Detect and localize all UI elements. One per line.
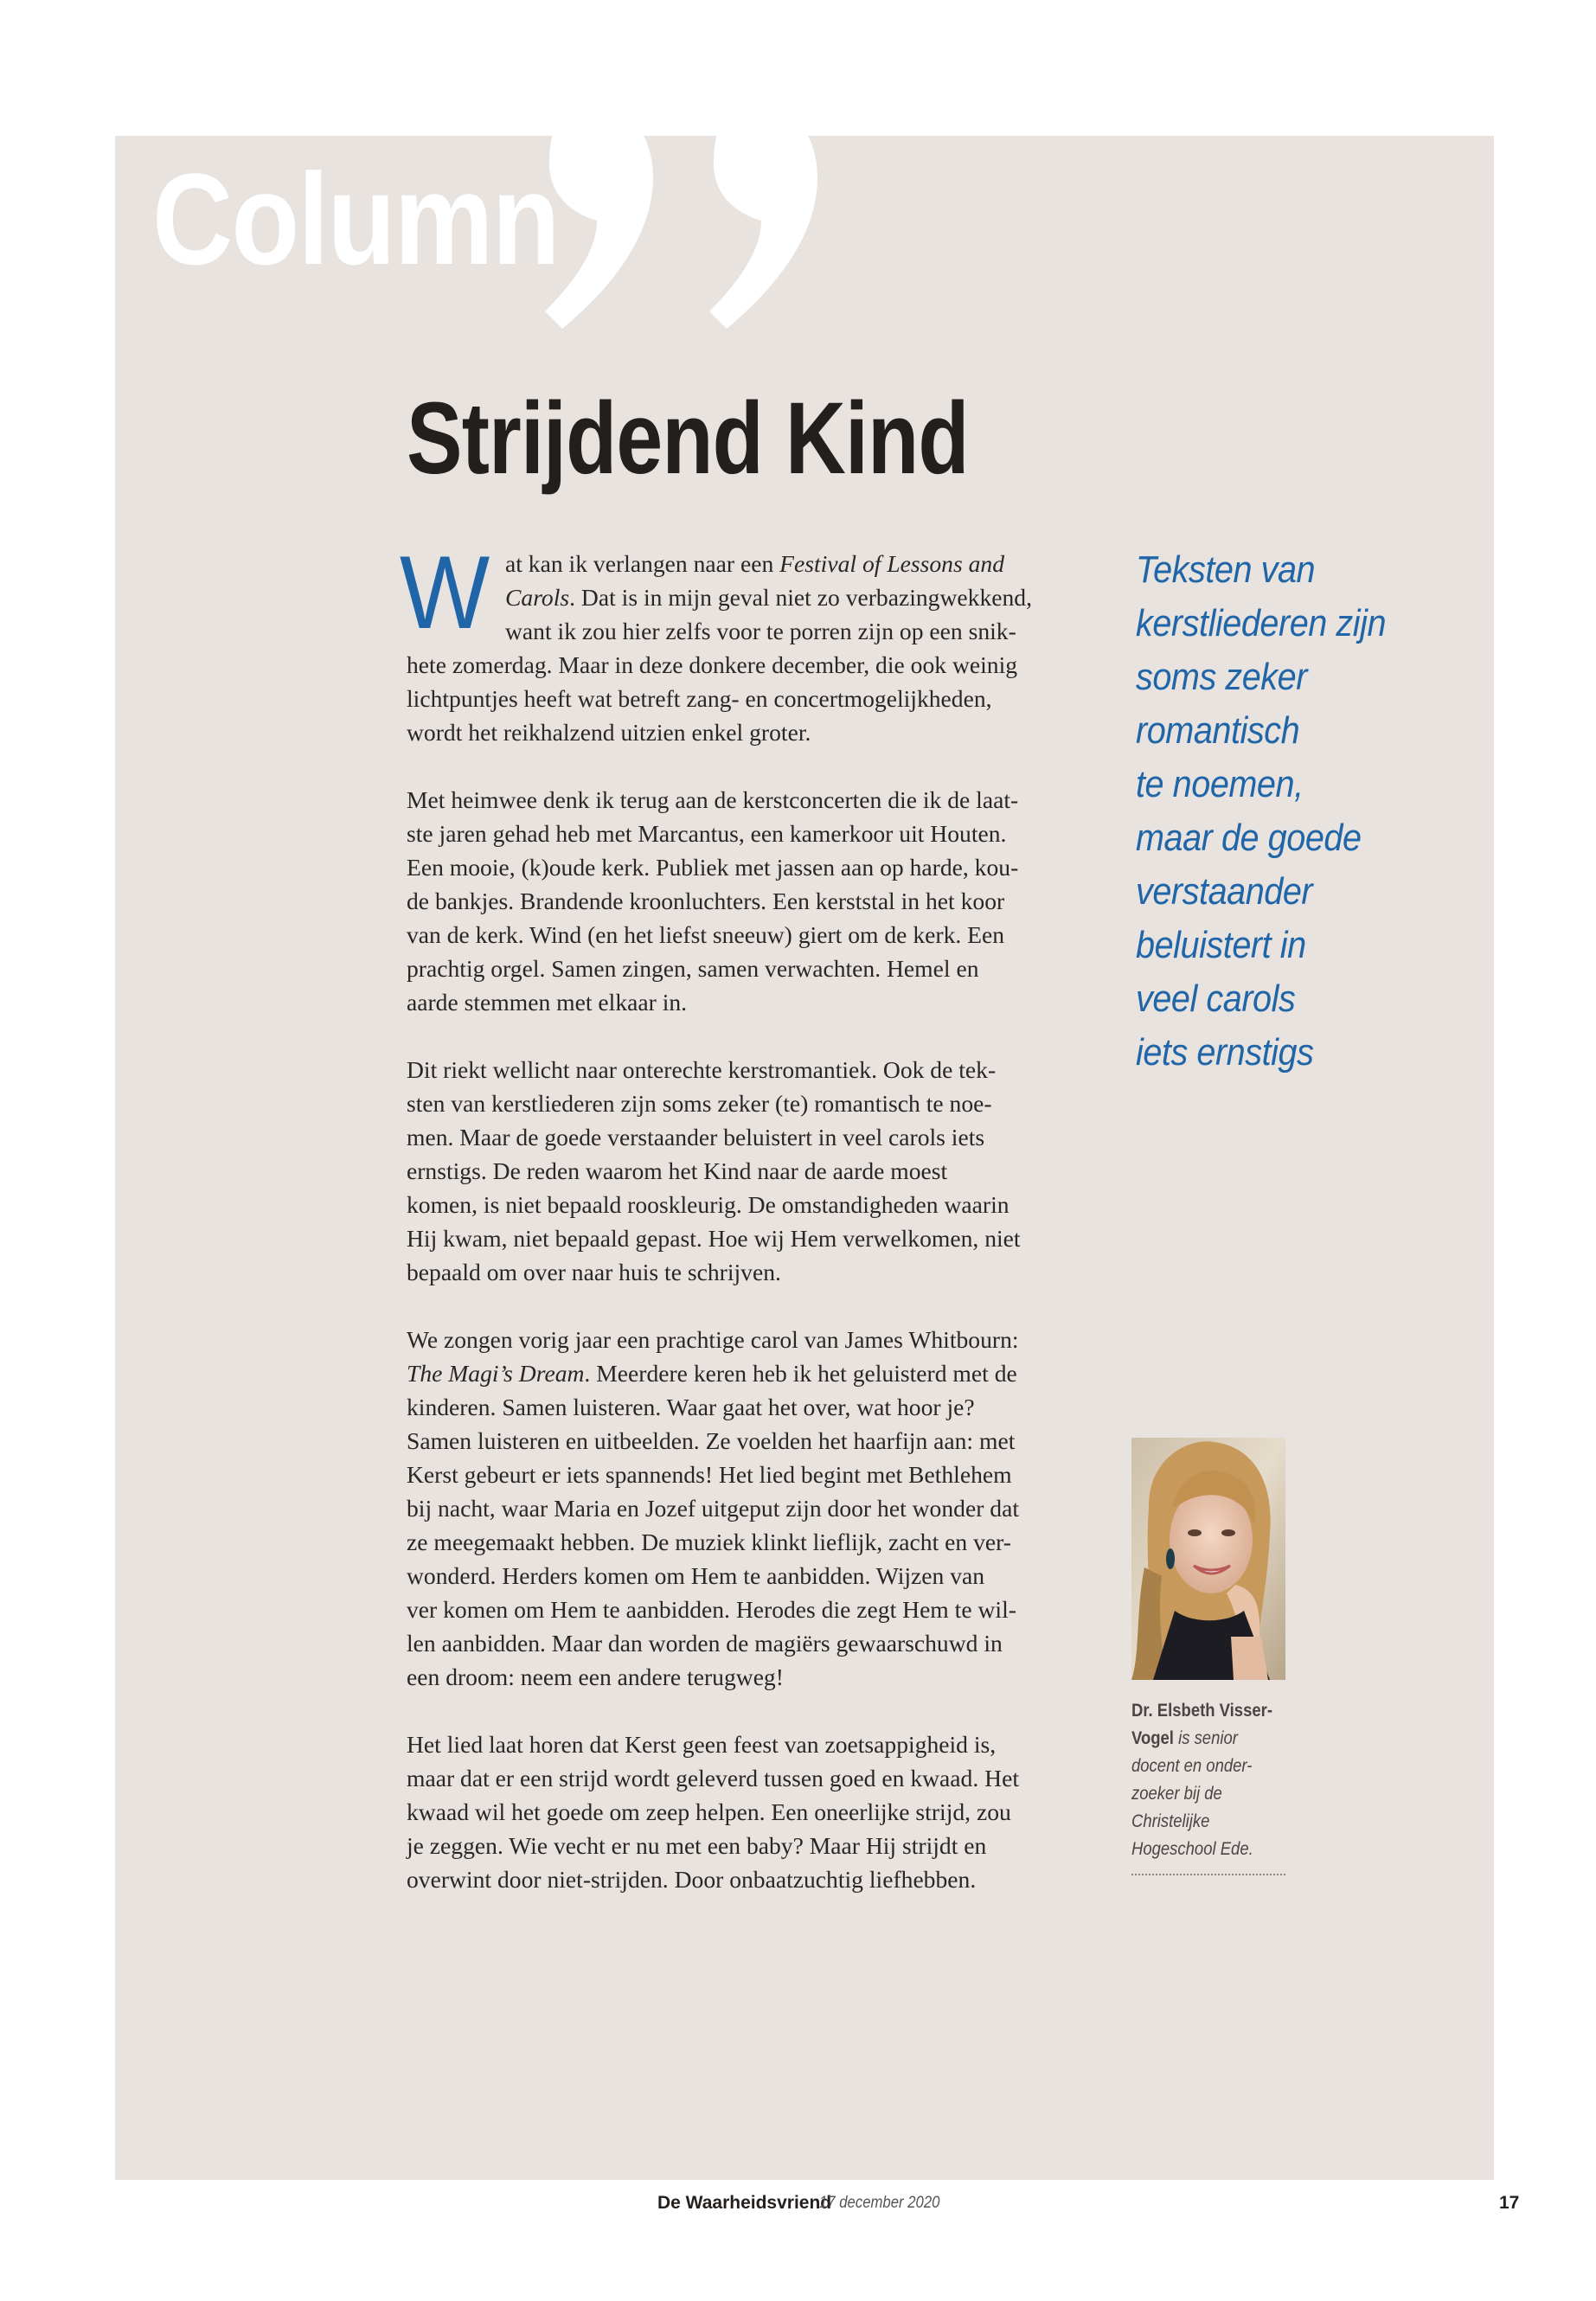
body-line-text: een droom: neem een andere terugweg! [407,1663,784,1690]
pull-quote-line: maar de goede [1136,817,1362,859]
pull-quote-line: romantisch [1136,709,1300,752]
body-line [407,783,1090,817]
body-line-text: lichtpuntjes heeft wat betreft zang- en concertmogelijkheden, [407,685,992,712]
body-line-text: overwint door niet-strijden. Door onbaatzuchtig liefhebben. [407,1866,977,1893]
body-line [407,1154,1090,1188]
body-line [407,547,1090,580]
body-line [407,1390,1090,1424]
italic-title: The Magi’s Dream [407,1360,585,1387]
body-line-text: komen, is niet bepaald rooskleurig. De omstandigheden waarin [407,1191,1010,1218]
body-line [407,715,1090,749]
body-line [407,1761,1090,1795]
publication-name: De Waarheidsvriend [657,2193,832,2213]
body-line-text: ver komen om Hem te aanbidden. Herodes die zegt Hem te wil- [407,1596,1016,1623]
italic-title: Festival of Lessons and [779,550,1005,577]
body-line-text: kwaad wil het goede om zeep helpen. Een oneerlijke strijd, zou [407,1798,1011,1825]
body-line-text: wonderd. Herders komen om Hem te aanbidden. Wijzen van [407,1562,985,1589]
drop-cap: W [400,535,490,651]
body-line [407,1053,1090,1086]
body-line-text: Het lied laat horen dat Kerst geen feest van zoetsappigheid is, [407,1731,997,1758]
body-line [407,884,1090,918]
body-line [407,1727,1090,1761]
body-line [407,1862,1090,1896]
body-paragraph [407,547,1090,749]
body-line [407,1458,1090,1491]
body-line-text: je zeggen. Wie vecht er nu met een baby? Maar Hij strijdt en [407,1832,987,1859]
body-line [407,1255,1090,1289]
body-line [407,1491,1090,1525]
page-footer [0,2193,1596,2227]
body-line-text: at kan ik verlangen naar een [505,550,780,577]
body-line [407,1086,1090,1120]
body-line-text: We zongen vorig jaar een prachtige carol van James Whitbourn: [407,1326,1019,1353]
pull-quote [1136,543,1465,1080]
body-line-text: wordt het reikhalzend uitzien enkel groter. [407,719,811,746]
body-line [407,1424,1090,1458]
body-line-text: ernstigs. De reden waarom het Kind naar de aarde moest [407,1157,948,1184]
body-line [407,918,1090,952]
body-line-text: de bankjes. Brandende kroonluchters. Een kerststal in het koor [407,888,1005,914]
body-line-text: sten van kerstliederen zijn soms zeker (te) romantisch te noe- [407,1090,992,1117]
pull-quote-line: iets ernstigs [1136,1031,1314,1074]
body-line-text: hete zomerdag. Maar in deze donkere december, die ook weinig [407,651,1018,678]
author-portrait [1131,1438,1285,1680]
pull-quote-line: beluistert in [1136,924,1306,966]
body-line [407,1660,1090,1694]
author-role: Hogeschool Ede. [1131,1839,1253,1859]
body-line [407,1559,1090,1593]
body-line-text: . Meerdere keren heb ik het geluisterd met de [584,1360,1017,1387]
body-paragraph [407,783,1090,1019]
page-number: 17 [1499,2193,1520,2213]
body-line-text: aarde stemmen met elkaar in. [407,989,688,1016]
body-line-text: want ik zou hier zelfs voor te porren zijn op een snik- [505,618,1016,644]
body-line-text: prachtig orgel. Samen zingen, samen verwachten. Hemel en [407,955,979,982]
body-line-text: Kerst gebeurt er iets spannends! Het lied begint met Bethlehem [407,1461,1012,1488]
italic-title: Carols [505,584,570,611]
article-headline: Strijdend Kind [407,381,969,496]
section-label: Column [152,146,559,292]
body-line [407,850,1090,884]
body-line [407,1593,1090,1626]
body-line-text: Met heimwee denk ik terug aan de kerstconcerten die ik de laat- [407,786,1019,813]
body-line-text: . Dat is in mijn geval niet zo verbazingwekkend, [569,584,1032,611]
body-line-text: Samen luisteren en uitbeelden. Ze voelden het haarfijn aan: met [407,1427,1016,1454]
body-line [407,1795,1090,1829]
body-line [407,1323,1090,1356]
body-line [407,1525,1090,1559]
pull-quote-line: verstaander [1136,870,1313,913]
body-line-text: bepaald om over naar huis te schrijven. [407,1259,781,1285]
author-role: docent en onder- [1131,1756,1253,1776]
body-line [407,985,1090,1019]
body-line-text: van de kerk. Wind (en het liefst sneeuw) giert om de kerk. Een [407,921,1005,948]
body-line-text: ze meegemaakt hebben. De muziek klinkt lieflijk, zacht en ver- [407,1529,1011,1555]
body-paragraph [407,1323,1090,1694]
body-line-text: Dit riekt wellicht naar onterechte kerstromantiek. Ook de tek- [407,1056,997,1083]
pull-quote-line: te noemen, [1136,763,1304,805]
article-body [407,547,1090,1930]
pull-quote-line: Teksten van [1136,548,1316,591]
author-bio [1131,1697,1313,1863]
quote-mark-icon [532,82,843,342]
body-line [407,1188,1090,1221]
issue-date: 17 december 2020 [819,2194,940,2212]
pull-quote-line: veel carols [1136,977,1296,1020]
body-paragraph [407,1053,1090,1289]
author-name-2: Vogel [1131,1728,1174,1748]
body-line [407,817,1090,850]
author-role: Christelijke [1131,1811,1210,1831]
author-role: is senior [1173,1728,1238,1748]
author-role: zoeker bij de [1131,1784,1222,1804]
bio-divider [1131,1874,1285,1875]
body-line-text: Hij kwam, niet bepaald gepast. Hoe wij Hem verwelkomen, niet [407,1225,1021,1252]
body-line [407,1221,1090,1255]
body-paragraph [407,1727,1090,1896]
body-line-text: bij nacht, waar Maria en Jozef uitgeput zijn door het wonder dat [407,1495,1019,1522]
body-line [407,1626,1090,1660]
body-line [407,1829,1090,1862]
body-line [407,1120,1090,1154]
body-line-text: men. Maar de goede verstaander beluistert in veel carols iets [407,1124,985,1150]
body-line-text: len aanbidden. Maar dan worden de magiërs gewaarschuwd in [407,1630,1003,1657]
body-line [407,580,1090,614]
body-line [407,952,1090,985]
author-name: Dr. Elsbeth Visser- [1131,1701,1272,1721]
body-line [407,682,1090,715]
body-line-text: kinderen. Samen luisteren. Waar gaat het over, wat hoor je? [407,1394,975,1420]
body-line-text: ste jaren gehad heb met Marcantus, een kamerkoor uit Houten. [407,820,1007,847]
body-line [407,648,1090,682]
body-line [407,1356,1090,1390]
pull-quote-line: soms zeker [1136,656,1307,698]
pull-quote-line: kerstliederen zijn [1136,602,1387,644]
body-line [407,614,1090,648]
body-line-text: maar dat er een strijd wordt geleverd tussen goed en kwaad. Het [407,1765,1019,1791]
body-line-text: Een mooie, (k)oude kerk. Publiek met jassen aan op harde, kou- [407,854,1019,881]
